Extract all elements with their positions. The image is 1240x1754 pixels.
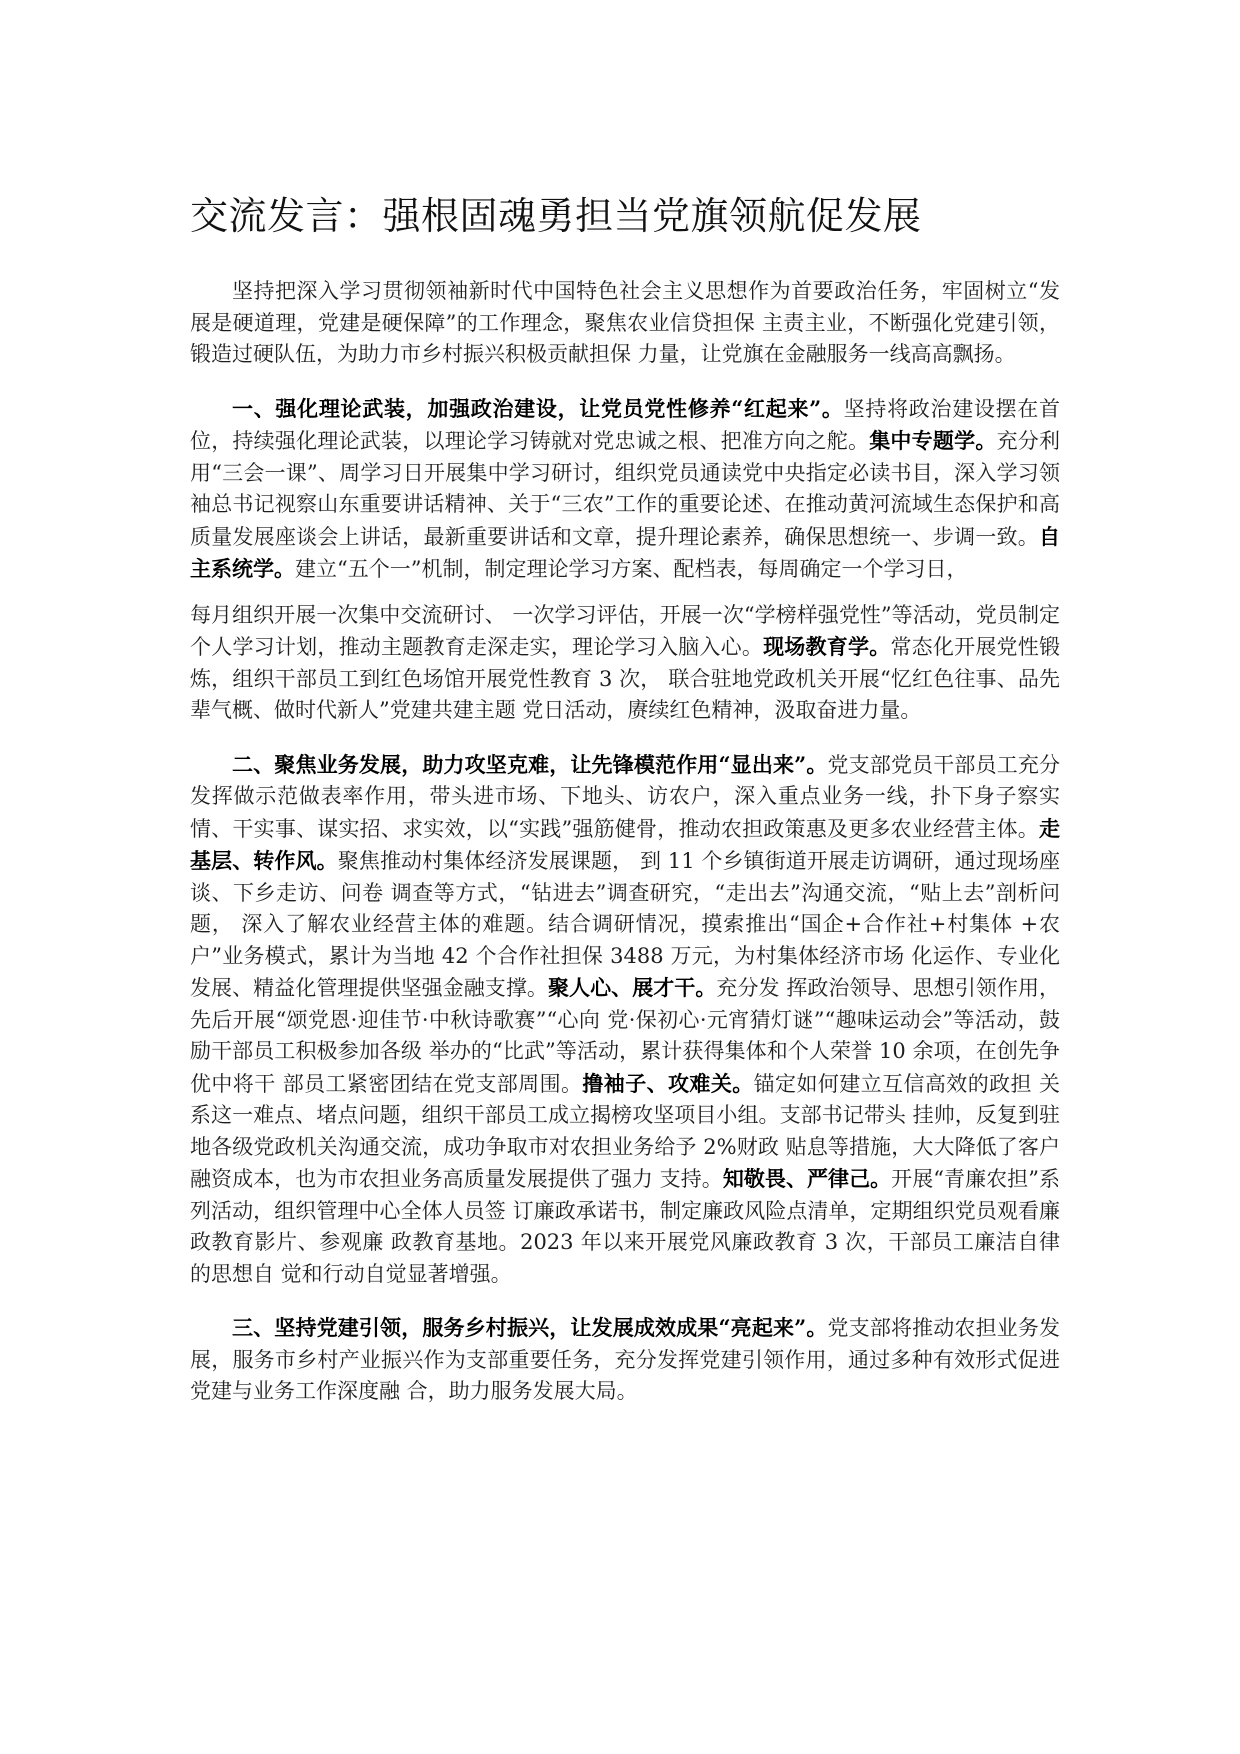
section-2-text: 充分发 挥政治领导、思想引领作用，先后开展“颂党恩·迎佳节·中秋诗歌赛”“心向 党·保初心·元宵猜灯谜”“趣味运动会”等活动，鼓励干部员工积极参加各级 举办的“比武”等活动，累计获得集体和个人荣誉 10 余项，在创先争优中将干 部员工紧密团结在党支部周围。 <box>190 976 1060 1096</box>
section-2-text: 锚定如何建立互信高效的政担 关系这一难点、堵点问题，组织干部员工成立揭榜攻坚项目小组。支部书记带头 挂帅，反复到驻地各级党政机关沟通交流，成功争取市对农担业务给予 2%财政 贴息等措施，大大降低了客户融资成本，也为市农担业务高质量发展提供了强力 支持。 <box>190 1071 1060 1191</box>
section-2-text: 开展“青廉农担”系列活动，组织管理中心全体人员签 订廉政承诺书，制定廉政风险点清单，定期组织党员观看廉政教育影片、参观廉 政教育基地。2023 年以来开展党风廉政教育 3 次，干部员工廉洁自律的思想自 觉和行动自觉显著增强。 <box>190 1167 1060 1286</box>
section-1-subheading-2: 自主系统学。 <box>190 523 1060 581</box>
section-2-paragraph <box>190 749 1060 1291</box>
section-3-paragraph <box>190 1312 1060 1408</box>
section-2-subheading-3: 撸袖子、攻难关。 <box>582 1070 754 1096</box>
section-2-subheading-2: 聚人心、展才干。 <box>547 975 717 1000</box>
section-1-subheading-1: 集中专题学。 <box>869 428 997 453</box>
section-1-subheading-3: 现场教育学。 <box>763 634 891 659</box>
section-2-subheading-4: 知敬畏、严律己。 <box>722 1166 892 1191</box>
section-1-text: 充分利用“三会一课”、周学习日开展集中学习研讨，组织党员通读党中央指定必读书目，深入学习领袖总书记视察山东重要讲话精神、关于“三农”工作的重要论述、在推动黄河流域生态保护和高质量发展座谈会上讲话，最新重要讲话和文章，提升理论素养，确保思想统一、步调一致。 <box>190 429 1061 549</box>
section-1-paragraph <box>190 393 1060 727</box>
section-1-text: 坚持将政治建设摆在首位，持续强化理论武装，以理论学习铸就对党忠诚之根、把准方向之舵。 <box>190 396 1061 453</box>
section-3-text: 党支部将推动农担业务发展，服务市乡村产业振兴作为支部重要任务，充分发挥党建引领作用，通过多种有效形式促进党建与业务工作深度融 合，助力服务发展大局。 <box>190 1316 1061 1403</box>
section-3-heading: 三、坚持党建引领，服务乡村振兴，让发展成效成果“亮起来”。 <box>232 1315 828 1340</box>
section-2-heading: 二、聚焦业务发展，助力攻坚克难，让先锋模范作用“显出来”。 <box>232 751 828 777</box>
section-1-text: 每月组织开展一次集中交流研讨、 一次学习评估，开展一次“学榜样强党性”等活动，党员制定个人学习计划，推动主题教育走深走实，理论学习入脑入心。 <box>190 602 1060 659</box>
intro-paragraph: 坚持把深入学习贯彻领袖新时代中国特色社会主义思想作为首要政治任务，牢固树立“发展是硬道理，党建是硬保障”的工作理念，聚焦农业信贷担保 主责主业，不断强化党建引领，锻造过硬队伍，为助力市乡村振兴积极贡献担保 力量，让党旗在金融服务一线高高飘扬。 <box>190 279 1060 366</box>
section-1-heading: 一、强化理论武装，加强政治建设，让党员党性修养“红起来”。 <box>232 395 844 421</box>
document-page <box>190 190 1060 1430</box>
section-2-text: 聚焦推动村集体经济发展课题， 到 11 个乡镇街道开展走访调研，通过现场座谈、下乡走访、问卷 调查等方式，“钻进去”调查研究，“走出去”沟通交流，“贴上去”剖析问题， 深入了解农业经营主体的难题。结合调研情况，摸索推出“国企+合作社+村集体 +农户”业务模式，累计为当地 42 个合作社担保 3488 万元，为村集体经济市场 化运作、专业化发展、精益化管理提供坚强金融支撑。 <box>190 849 1061 1000</box>
section-1-text: 建立“五个一”机制，制定理论学习方案、配档表，每周确定一个学习日， <box>295 557 968 581</box>
section-2-text: 党支部党员干部员工充分发挥做示范做表率作用，带头进市场、下地头、访农户，深入重点业务一线，扑下身子察实情、干实事、谋实招、求实效，以“实践”强筋健骨，推动农担政策惠及更多农业经营主体。 <box>190 752 1061 841</box>
section-1-text: 常态化开展党性锻炼，组织干部员工到红色场馆开展党性教育 3 次， 联合驻地党政机关开展“忆红色往事、品先辈气概、做时代新人”党建共建主题 党日活动，赓续红色精神，汲取奋进力量。 <box>190 635 1061 722</box>
page-gap <box>190 586 1060 600</box>
section-2-subheading-1: 走基层、转作风。 <box>190 815 1060 873</box>
document-title: 交流发言：强根固魂勇担当党旗领航促发展 <box>190 194 922 238</box>
